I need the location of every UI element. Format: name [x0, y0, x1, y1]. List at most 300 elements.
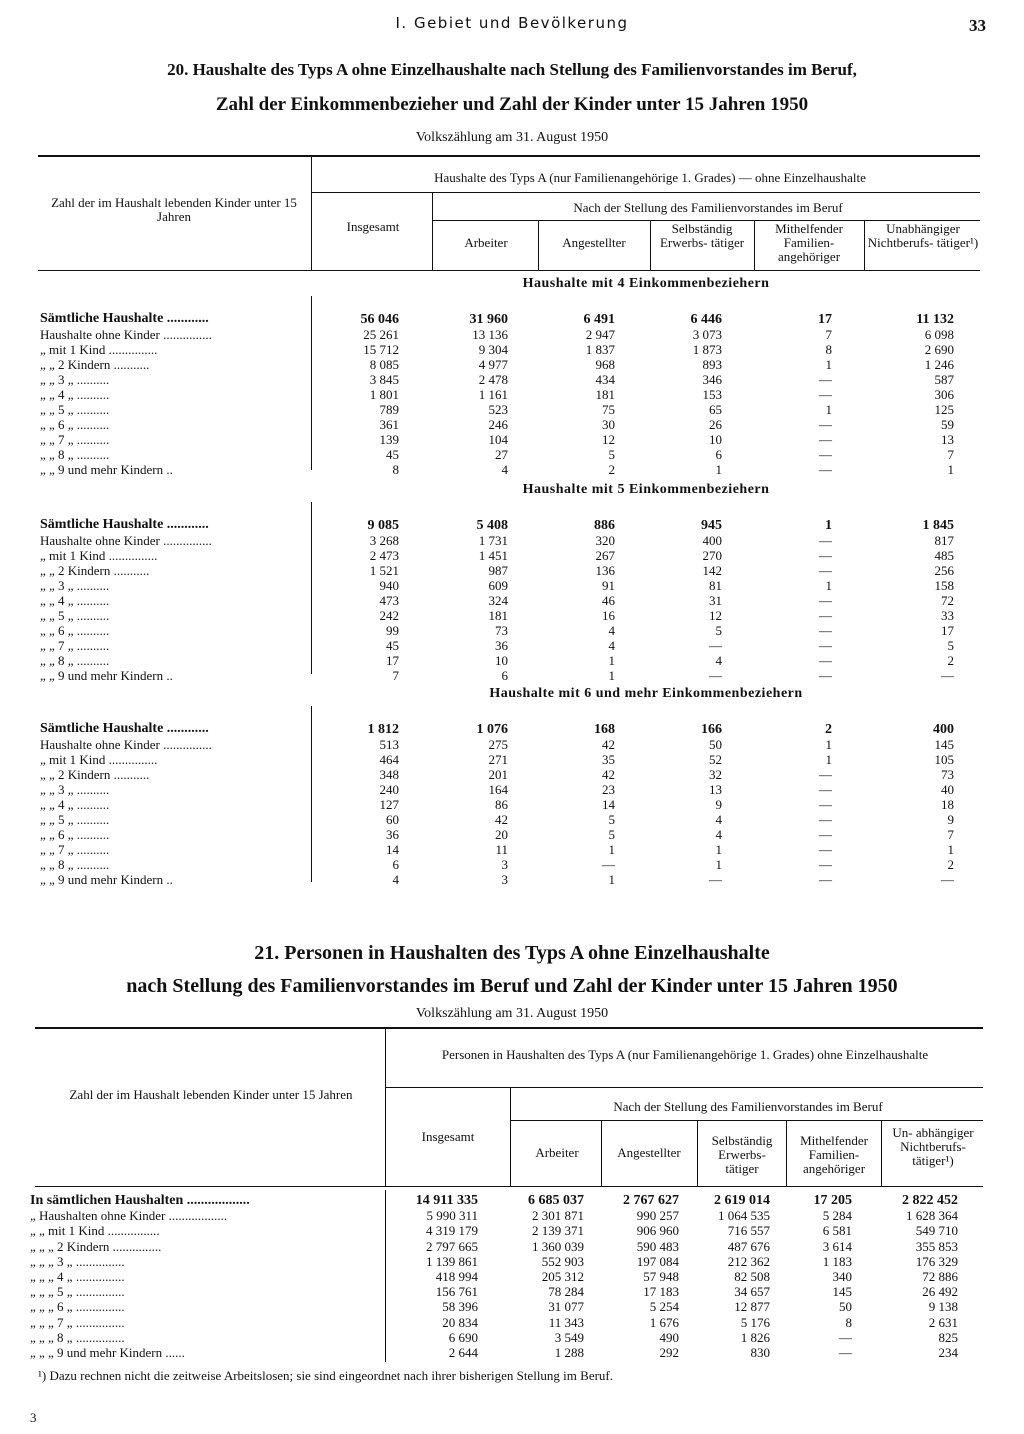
table20-cell: 361	[379, 417, 399, 432]
table20-cell: 10	[495, 653, 508, 668]
table20-row-label: „ „ 2 Kindern ...........	[40, 357, 150, 372]
table21-cell: 6 690	[448, 1330, 478, 1345]
table20-row-label: „ „ 6 „ ..........	[40, 417, 110, 432]
table21-cell: 549 710	[915, 1223, 958, 1238]
table21-cell: 552 903	[541, 1254, 584, 1269]
table20-cell: 6	[392, 857, 399, 872]
table20-row-label: „ mit 1 Kind ...............	[40, 548, 158, 563]
table20-col-divider	[650, 221, 651, 270]
table20-cell: 6 491	[583, 312, 615, 327]
table20-row-label: „ „ 5 „ ..........	[40, 812, 110, 827]
table20-col-arbeiter: Arbeiter	[464, 235, 508, 250]
table21-cell: 487 676	[727, 1239, 770, 1254]
table21-row-label: „ „ „ 4 „ ...............	[30, 1269, 125, 1284]
table20-cell: 105	[934, 752, 954, 767]
table20-cell: 4 977	[478, 357, 508, 372]
table20-cell: 99	[386, 623, 399, 638]
table21-stub-divider	[385, 1029, 386, 1186]
table20-cell: 2	[947, 857, 954, 872]
table20-cell: 587	[934, 372, 954, 387]
table20-cell: 36	[495, 638, 508, 653]
table20-cell: 1	[947, 842, 954, 857]
table20-cell: 4	[715, 827, 722, 842]
table21-cell: 57 948	[643, 1269, 679, 1284]
table21-cell: 2 139 371	[532, 1223, 584, 1238]
table21-cell: 82 508	[734, 1269, 770, 1284]
table21-title-line2: nach Stellung des Familienvorstandes im Beruf und Zahl der Kinder unter 15 Jahren 1950	[126, 975, 898, 997]
table20-cell: 73	[941, 767, 954, 782]
table20-cell: 145	[934, 737, 954, 752]
table20-cell: 73	[495, 623, 508, 638]
table20-cell: 893	[702, 357, 722, 372]
table20-cell: 42	[495, 812, 508, 827]
table20-col-mithelfend: Mithelfender Familien- angehöriger	[775, 221, 843, 264]
table20-cell: 72	[941, 593, 954, 608]
table21-cell: 11 343	[548, 1315, 584, 1330]
table21-row-label: „ „ „ 2 Kindern ...............	[30, 1239, 162, 1254]
table20-cell: —	[819, 432, 832, 447]
table20-block-heading: Haushalte mit 4 Einkommenbeziehern	[522, 276, 770, 291]
table21-cell: 1 628 364	[906, 1208, 958, 1223]
table21-stub-header: Zahl der im Haushalt lebenden Kinder unter 15 Jahren	[69, 1087, 353, 1102]
table21-cell: 2 301 871	[532, 1208, 584, 1223]
table21-top-rule	[35, 1027, 983, 1029]
table21-col-divider	[601, 1121, 602, 1186]
table20-title-line2: Zahl der Einkommenbezieher und Zahl der Kinder unter 15 Jahren 1950	[215, 94, 809, 115]
table21-cell: 156 761	[435, 1284, 478, 1299]
table20-top-rule	[38, 155, 980, 157]
table20-cell: 1	[947, 462, 954, 477]
table20-row-label: Sämtliche Haushalte ............	[40, 311, 209, 326]
table20-cell: 1 451	[478, 548, 508, 563]
table20-row-label: „ „ 4 „ ..........	[40, 593, 110, 608]
table20-cell: 17	[386, 653, 399, 668]
table20-cell: 5	[608, 827, 615, 842]
table20-cell: 125	[934, 402, 954, 417]
table20-cell: 4	[715, 812, 722, 827]
table20-cell: 164	[488, 782, 508, 797]
table20-col-angestellter: Angestellter	[562, 235, 626, 250]
table20-cell: 181	[488, 608, 508, 623]
table20-cell: 31	[709, 593, 722, 608]
table20-cell: —	[819, 387, 832, 402]
table21-cell: 31 077	[548, 1299, 584, 1314]
table20-cell: 65	[709, 402, 722, 417]
table21-row-label: „ Haushalten ohne Kinder ..................	[30, 1208, 228, 1223]
table20-cell: 17	[818, 312, 832, 327]
table20-cell: 1	[608, 872, 615, 887]
table20-cell: —	[819, 827, 832, 842]
table20-cell: 348	[379, 767, 399, 782]
table20-cell: 1 801	[369, 387, 399, 402]
table20-cell: 256	[934, 563, 954, 578]
table20-cell: 968	[595, 357, 615, 372]
table21-cell: 1 360 039	[532, 1239, 584, 1254]
table20-cell: 5	[608, 447, 615, 462]
table20-row-label: „ „ 8 „ ..........	[40, 653, 110, 668]
table21-cell: 72 886	[922, 1269, 958, 1284]
table21-cell: 9 138	[928, 1299, 958, 1314]
table20-cell: 9	[715, 797, 722, 812]
table20-cell: 3	[501, 872, 508, 887]
table20-cell: —	[819, 767, 832, 782]
table20-row-label: „ „ 7 „ ..........	[40, 842, 110, 857]
table21-cell: 830	[750, 1345, 770, 1360]
table21-row-label: „ „ „ 9 und mehr Kindern ......	[30, 1345, 185, 1360]
table20-cell: 2	[608, 462, 615, 477]
table20-cell: 13	[941, 432, 954, 447]
table20-cell: 2 473	[369, 548, 399, 563]
table21-row-label: In sämtlichen Haushalten ..................	[30, 1193, 250, 1208]
table20-row-label: „ „ 7 „ ..........	[40, 638, 110, 653]
table20-cell: 242	[379, 608, 399, 623]
table21-top-header: Personen in Haushalten des Typs A (nur Familienangehörige 1. Grades) ohne Einzelhaushalte	[441, 1047, 929, 1062]
table20-cell: 166	[701, 722, 722, 737]
table20-row-label: Haushalte ohne Kinder ...............	[40, 327, 212, 342]
table20-block-heading: Haushalte mit 5 Einkommenbeziehern	[522, 482, 770, 497]
table20-cell: —	[709, 872, 722, 887]
table21-cell: 5 176	[740, 1315, 770, 1330]
table20-cell: 6	[715, 447, 722, 462]
table20-cell: —	[819, 797, 832, 812]
table20-cell: 464	[379, 752, 399, 767]
table20-cell: 52	[709, 752, 722, 767]
table20-cell: 8	[825, 342, 832, 357]
table21-col-divider	[786, 1121, 787, 1186]
table20-cell: 30	[602, 417, 615, 432]
table20-cell: 86	[495, 797, 508, 812]
table20-row-label: „ „ 3 „ ..........	[40, 372, 110, 387]
table20-row-label: „ „ 8 „ ..........	[40, 447, 110, 462]
table21-cell: 418 994	[435, 1269, 478, 1284]
table20-cell: 945	[701, 518, 722, 533]
table20-title-line1: 20. Haushalte des Typs A ohne Einzelhaushalte nach Stellung des Familienvorstandes im Beruf,	[167, 60, 857, 79]
table20-cell: 75	[602, 402, 615, 417]
table20-cell: 346	[702, 372, 722, 387]
table20-header-bottom-rule	[38, 270, 980, 271]
table20-cell: 36	[386, 827, 399, 842]
table20-col-selbstaendig: Selbständig Erwerbs- tätiger	[659, 221, 745, 250]
table20-cell: 5	[715, 623, 722, 638]
table20-row-label: „ „ 9 und mehr Kindern ..	[40, 462, 173, 477]
table20-cell: —	[819, 417, 832, 432]
table20-cell: 13 136	[472, 327, 508, 342]
table21-cell: 197 084	[636, 1254, 679, 1269]
page-number: 33	[969, 16, 986, 35]
table20-row-label: „ „ 2 Kindern ...........	[40, 563, 150, 578]
table20-cell: 181	[595, 387, 615, 402]
table21-col-selbstaendig: Selbständig Erwerbs- tätiger	[711, 1133, 773, 1176]
table20-cell: 8 085	[369, 357, 399, 372]
table21-subheader-rule	[510, 1120, 983, 1121]
table20-cell: 2 690	[924, 342, 954, 357]
table20-row-label: Haushalte ohne Kinder ...............	[40, 737, 212, 752]
table20-cell: —	[819, 872, 832, 887]
table20-cell: 31 960	[469, 312, 508, 327]
table20-row-label: Sämtliche Haushalte ............	[40, 517, 209, 532]
table20-cell: —	[819, 372, 832, 387]
table20-cell: 609	[488, 578, 508, 593]
table20-cell: 1 076	[476, 722, 508, 737]
table21-cell: 340	[832, 1269, 852, 1284]
table21-col-angestellter: Angestellter	[617, 1145, 681, 1160]
table20-cell: 42	[602, 767, 615, 782]
table21-cell: 212 362	[727, 1254, 770, 1269]
table20-row-label: „ „ 6 „ ..........	[40, 827, 110, 842]
table21-cell: 1 676	[649, 1315, 679, 1330]
table20-cell: —	[709, 638, 722, 653]
table20-cell: 201	[488, 767, 508, 782]
table20-cell: 789	[379, 402, 399, 417]
table21-header-bottom-rule	[35, 1186, 983, 1187]
table20-cell: 1 161	[478, 387, 508, 402]
table20-cell: 7	[392, 668, 399, 683]
table21-cell: 26 492	[922, 1284, 958, 1299]
table21-footnote: ¹) Dazu rechnen nicht die zeitweise Arbeitslosen; sie sind eingeordnet nach ihrer bisherigen Stellung im Beruf.	[38, 1368, 614, 1383]
table20-cell: —	[819, 857, 832, 872]
table20-row-label: „ „ 4 „ ..........	[40, 387, 110, 402]
table21-cell: 590 483	[636, 1239, 679, 1254]
table21-cell: 3 614	[822, 1239, 852, 1254]
table20-cell: 1	[825, 737, 832, 752]
table20-row-label: „ „ 9 und mehr Kindern ..	[40, 872, 173, 887]
table20-cell: —	[819, 842, 832, 857]
table21-title-line1: 21. Personen in Haushalten des Typs A ohne Einzelhaushalte	[254, 942, 770, 964]
table21-col-mithelfend: Mithelfender Familien- angehöriger	[800, 1133, 868, 1176]
table20-cell: 25 261	[363, 327, 399, 342]
table20-row-label: „ „ 8 „ ..........	[40, 857, 110, 872]
table20-cell: 27	[495, 447, 508, 462]
table20-nach-header: Nach der Stellung des Familienvorstandes im Beruf	[573, 200, 843, 215]
table20-cell: 45	[386, 447, 399, 462]
table20-cell: 1	[608, 668, 615, 683]
table20-cell: 1 837	[585, 342, 615, 357]
table21-cell: 292	[659, 1345, 679, 1360]
table20-row-label: „ mit 1 Kind ...............	[40, 342, 158, 357]
table20-cell: —	[819, 563, 832, 578]
table20-cell: 485	[934, 548, 954, 563]
table21-row-label: „ „ „ 7 „ ...............	[30, 1315, 125, 1330]
table21-nach-header: Nach der Stellung des Familienvorstandes im Beruf	[613, 1099, 883, 1114]
table20-cell: 15 712	[363, 342, 399, 357]
table20-cell: 35	[602, 752, 615, 767]
table20-cell: 153	[702, 387, 722, 402]
table20-cell: 7	[825, 327, 832, 342]
table21-row-label: „ „ „ 8 „ ...............	[30, 1330, 125, 1345]
table21-cell: 1 288	[554, 1345, 584, 1360]
table21-cell: 5 990 311	[426, 1208, 478, 1223]
table20-row-label: „ „ 7 „ ..........	[40, 432, 110, 447]
table21-cell: 20 834	[442, 1315, 478, 1330]
table20-cell: 271	[488, 752, 508, 767]
table20-cell: 267	[595, 548, 615, 563]
table20-stub-divider	[311, 157, 312, 270]
table20-cell: 306	[934, 387, 954, 402]
table21-cell: 1 183	[822, 1254, 852, 1269]
table20-cell: —	[819, 593, 832, 608]
table20-cell: 434	[595, 372, 615, 387]
table20-cell: 45	[386, 638, 399, 653]
table20-cell: 523	[488, 402, 508, 417]
table21-cell: 14 911 335	[415, 1193, 478, 1208]
table21-cell: 2 644	[448, 1345, 478, 1360]
footer-page-marker: 3	[30, 1410, 37, 1425]
table20-cell: 2	[825, 722, 832, 737]
table20-cell: 240	[379, 782, 399, 797]
table21-cell: 490	[659, 1330, 679, 1345]
table21-cell: 2 619 014	[714, 1193, 770, 1208]
table20-cell: —	[819, 782, 832, 797]
table20-row-label: Sämtliche Haushalte ............	[40, 721, 209, 736]
table20-cell: 1 845	[922, 518, 954, 533]
table20-cell: 246	[488, 417, 508, 432]
table20-col-divider	[538, 221, 539, 270]
table20-cell: —	[819, 668, 832, 683]
table20-cell: 1	[608, 842, 615, 857]
table20-cell: 324	[488, 593, 508, 608]
table20-row-label: „ mit 1 Kind ...............	[40, 752, 158, 767]
table20-cell: —	[819, 548, 832, 563]
table20-cell: 1	[825, 752, 832, 767]
table20-cell: 4	[501, 462, 508, 477]
table21-col-divider	[510, 1088, 511, 1186]
table20-stub-header: Zahl der im Haushalt lebenden Kinder unter 15 Jahren	[51, 195, 297, 224]
table20-cell: 1 246	[924, 357, 954, 372]
table20-cell: —	[819, 638, 832, 653]
table20-cell: —	[941, 872, 954, 887]
table21-col-divider	[697, 1121, 698, 1186]
table20-cell: 7	[947, 827, 954, 842]
table20-cell: 9 085	[367, 518, 399, 533]
table20-cell: 1	[715, 842, 722, 857]
table21-row-label: „ „ „ 5 „ ...............	[30, 1284, 125, 1299]
table21-cell: 50	[839, 1299, 852, 1314]
table20-cell: 2 947	[585, 327, 615, 342]
table20-cell: 1	[825, 357, 832, 372]
table20-cell: 50	[709, 737, 722, 752]
table20-cell: 473	[379, 593, 399, 608]
table20-cell: 4	[392, 872, 399, 887]
table20-col-divider	[754, 221, 755, 270]
table20-cell: 987	[488, 563, 508, 578]
table21-cell: 716 557	[727, 1223, 770, 1238]
table21-cell: 205 312	[541, 1269, 584, 1284]
table20-cell: 4	[715, 653, 722, 668]
table20-cell: 14	[386, 842, 399, 857]
table20-cell: 6 098	[924, 327, 954, 342]
table21-cell: 17 183	[643, 1284, 679, 1299]
table20-cell: 81	[709, 578, 722, 593]
table20-row-label: „ „ 3 „ ..........	[40, 578, 110, 593]
table20-cell: 886	[594, 518, 615, 533]
table20-cell: —	[709, 668, 722, 683]
table21-cell: 2 631	[928, 1315, 958, 1330]
table21-cell: 5 284	[822, 1208, 852, 1223]
table21-cell: 145	[832, 1284, 852, 1299]
table20-cell: 11	[495, 842, 508, 857]
table20-cell: 4	[608, 638, 615, 653]
table20-cell: 1	[715, 857, 722, 872]
table21-cell: 176 329	[915, 1254, 958, 1269]
table20-cell: 1	[608, 653, 615, 668]
table20-cell: 3 268	[369, 533, 399, 548]
table20-cell: 400	[702, 533, 722, 548]
table21-cell: —	[839, 1345, 852, 1360]
table20-cell: 168	[594, 722, 615, 737]
table20-cell: 46	[602, 593, 615, 608]
table21-cell: 990 257	[636, 1208, 679, 1223]
table21-cell: 6 685 037	[528, 1193, 584, 1208]
table20-cell: 12	[602, 432, 615, 447]
table20-cell: 320	[595, 533, 615, 548]
table20-col-divider	[864, 221, 865, 270]
table21-cell: 2 767 627	[623, 1193, 679, 1208]
table20-cell: —	[602, 857, 615, 872]
table20-cell: 142	[702, 563, 722, 578]
table20-cell: 136	[595, 563, 615, 578]
table20-cell: 16	[602, 608, 615, 623]
table20-cell: 4	[608, 623, 615, 638]
table20-cell: 23	[602, 782, 615, 797]
table20-cell: —	[819, 623, 832, 638]
table20-col-unabhaengig: Unabhängiger Nichtberufs- tätiger¹)	[867, 221, 979, 250]
table20-cell: 104	[488, 432, 508, 447]
table20-cell: 940	[379, 578, 399, 593]
table21-cell: —	[839, 1330, 852, 1345]
table21-cell: 34 657	[734, 1284, 770, 1299]
table20-cell: 1 873	[692, 342, 722, 357]
table21-row-label: „ „ „ 3 „ ...............	[30, 1254, 125, 1269]
table21-cell: 906 960	[636, 1223, 679, 1238]
table20-cell: 6	[501, 668, 508, 683]
table20-row-label: „ „ 2 Kindern ...........	[40, 767, 150, 782]
table20-cell: 7	[947, 447, 954, 462]
table20-cell: —	[819, 447, 832, 462]
table20-cell: —	[941, 668, 954, 683]
table20-cell: 127	[379, 797, 399, 812]
table20-subtitle: Volkszählung am 31. August 1950	[415, 130, 609, 145]
table21-col-arbeiter: Arbeiter	[535, 1145, 579, 1160]
table21-header-rule	[385, 1087, 983, 1088]
table20-row-label: „ „ 6 „ ..........	[40, 623, 110, 638]
table20-cell: 42	[602, 737, 615, 752]
table21-cell: 3 549	[554, 1330, 584, 1345]
table20-cell: 10	[709, 432, 722, 447]
table20-row-label: Haushalte ohne Kinder ...............	[40, 533, 212, 548]
table20-cell: 400	[933, 722, 954, 737]
table20-cell: 12	[709, 608, 722, 623]
table21-cell: 58 396	[442, 1299, 478, 1314]
table21-cell: 1 064 535	[718, 1208, 770, 1223]
table20-top-header: Haushalte des Typs A (nur Familienangehörige 1. Grades) — ohne Einzelhaushalte	[434, 170, 866, 185]
table21-cell: 17 205	[813, 1193, 852, 1208]
table20-cell: 3 073	[692, 327, 722, 342]
table20-cell: 18	[941, 797, 954, 812]
table20-cell: 158	[934, 578, 954, 593]
table20-cell: 9	[947, 812, 954, 827]
table20-cell: 5	[608, 812, 615, 827]
table20-cell: 14	[602, 797, 615, 812]
table21-row-label: „ „ mit 1 Kind ................	[30, 1223, 160, 1238]
table20-cell: 817	[934, 533, 954, 548]
table21-cell: 12 877	[734, 1299, 770, 1314]
table20-cell: 60	[386, 812, 399, 827]
table20-block-heading: Haushalte mit 6 und mehr Einkommenbeziehern	[489, 686, 803, 701]
table20-cell: 270	[702, 548, 722, 563]
table20-cell: 40	[941, 782, 954, 797]
table20-cell: 20	[495, 827, 508, 842]
table20-cell: 5 408	[476, 518, 508, 533]
